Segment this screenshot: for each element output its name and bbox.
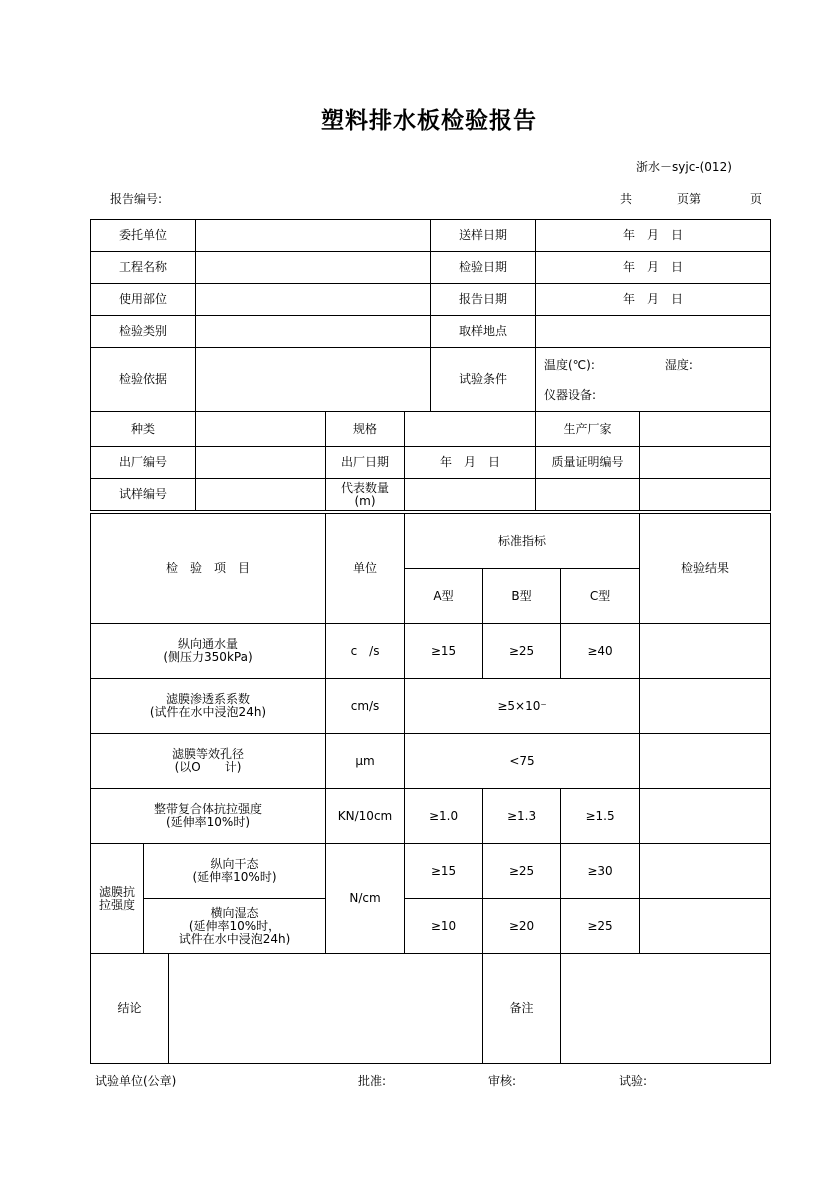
header-unit: 单位 (326, 514, 405, 624)
label: 委托单位 (91, 220, 196, 252)
type-c: C型 (561, 569, 640, 624)
page-title: 塑料排水板检验报告 (321, 108, 537, 134)
table-row (91, 899, 771, 954)
conclusion-field[interactable] (169, 954, 483, 1064)
label: 检验依据 (91, 348, 196, 412)
category-field[interactable] (196, 316, 431, 348)
quantity-unit: (m) (354, 493, 376, 508)
quantity-label: 代表数量 (340, 480, 389, 495)
value-b: ≥25 (483, 624, 561, 679)
client-field[interactable] (196, 220, 431, 252)
results-table (90, 513, 771, 954)
table-row (91, 679, 771, 734)
value-a: ≥15 (405, 844, 483, 899)
item-note: (延伸率10%时， (188, 918, 281, 933)
label: 报告日期 (431, 284, 536, 316)
unit: μm (326, 734, 405, 789)
item-name: 横向湿态 (210, 905, 259, 920)
unit: cm/s (326, 679, 405, 734)
info-table (90, 219, 771, 412)
header-result: 检验结果 (640, 514, 771, 624)
value-all: ≥5×10⁻ (405, 679, 640, 734)
type-b: B型 (483, 569, 561, 624)
header-standard: 标准指标 (405, 514, 640, 569)
equipment-label: 仪器设备: (544, 387, 597, 402)
footer-review: 审核: (488, 1074, 517, 1088)
sample-no-field[interactable] (196, 479, 326, 511)
basis-field[interactable] (196, 348, 431, 412)
conditions-field[interactable] (536, 348, 771, 412)
unit: KN/10cm (326, 789, 405, 844)
label: 工程名称 (91, 252, 196, 284)
label: 出厂编号 (91, 447, 196, 479)
form-code: 浙水－syjc-(012) (636, 160, 732, 174)
footer-test: 试验: (619, 1074, 648, 1088)
label: 取样地点 (431, 316, 536, 348)
conclusion-label: 结论 (91, 954, 169, 1064)
group-name: 滤膜抗拉强度 (91, 844, 144, 954)
item-note: 试件在水中浸泡24h) (178, 931, 291, 946)
sample-place-field[interactable] (536, 316, 771, 348)
type-a: A型 (405, 569, 483, 624)
item-name: 滤膜渗透系系数 (166, 692, 251, 706)
label: 种类 (91, 412, 196, 447)
value-a: ≥1.0 (405, 789, 483, 844)
label: 规格 (326, 412, 405, 447)
label: 送样日期 (431, 220, 536, 252)
product-table (90, 411, 771, 511)
footer-unit: 试验单位(公章) (95, 1074, 177, 1088)
header-item: 检 验 项 目 (91, 514, 326, 624)
value-c: ≥30 (561, 844, 640, 899)
table-row (91, 734, 771, 789)
empty-cell (640, 479, 771, 511)
remarks-field[interactable] (561, 954, 771, 1064)
item-name: 整带复合体抗拉强度 (154, 802, 263, 816)
empty-cell (536, 479, 640, 511)
factory-no-field[interactable] (196, 447, 326, 479)
table-row (91, 624, 771, 679)
label: 检验类别 (91, 316, 196, 348)
item-name: 纵向干态 (210, 857, 259, 871)
pages-total: 共 (620, 192, 633, 206)
label: 使用部位 (91, 284, 196, 316)
project-field[interactable] (196, 252, 431, 284)
value-c: ≥1.5 (561, 789, 640, 844)
unit: N/cm (326, 844, 405, 954)
result-field[interactable] (640, 624, 771, 679)
item-note: (以O 计) (174, 760, 242, 774)
cert-no-field[interactable] (640, 447, 771, 479)
report-no-label: 报告编号: (110, 192, 163, 206)
remarks-label: 备注 (483, 954, 561, 1064)
result-field[interactable] (640, 789, 771, 844)
temp-label: 温度(℃): (544, 357, 595, 372)
label (326, 479, 405, 511)
item-name: 滤膜等效孔径 (172, 747, 245, 761)
footer-approve: 批准: (358, 1074, 387, 1088)
value-c: ≥40 (561, 624, 640, 679)
item-note: (延伸率10%时) (165, 815, 251, 829)
value-b: ≥20 (483, 899, 561, 954)
value-c: ≥25 (561, 899, 640, 954)
label: 试样编号 (91, 479, 196, 511)
maker-field[interactable] (640, 412, 771, 447)
result-field[interactable] (640, 679, 771, 734)
value-b: ≥25 (483, 844, 561, 899)
send-date-field[interactable]: 年 月 日 (536, 220, 771, 252)
item-note: (延伸率10%时) (192, 870, 277, 884)
label: 生产厂家 (536, 412, 640, 447)
value-a: ≥15 (405, 624, 483, 679)
result-field[interactable] (640, 734, 771, 789)
item-note: (试件在水中浸泡24h) (149, 705, 267, 719)
part-field[interactable] (196, 284, 431, 316)
label: 质量证明编号 (536, 447, 640, 479)
conclusion-table (90, 953, 771, 1064)
unit: c /s (326, 624, 405, 679)
value-b: ≥1.3 (483, 789, 561, 844)
value-all: <75 (405, 734, 640, 789)
label: 检验日期 (431, 252, 536, 284)
result-field[interactable] (640, 899, 771, 954)
result-field[interactable] (640, 844, 771, 899)
item-name: 纵向通水量 (178, 637, 239, 651)
item-note: (侧压力350kPa) (163, 650, 253, 664)
pages-page: 页 (750, 192, 763, 206)
test-date-field[interactable]: 年 月 日 (536, 252, 771, 284)
label: 出厂日期 (326, 447, 405, 479)
report-date-field[interactable]: 年 月 日 (536, 284, 771, 316)
quantity-field[interactable] (405, 479, 536, 511)
table-row (91, 789, 771, 844)
factory-date-field[interactable]: 年 月 日 (405, 447, 536, 479)
table-row (91, 844, 771, 899)
label: 试验条件 (431, 348, 536, 412)
type-field[interactable] (196, 412, 326, 447)
humidity-label: 湿度: (664, 357, 693, 372)
value-a: ≥10 (405, 899, 483, 954)
pages-of: 页第 (677, 192, 702, 206)
spec-field[interactable] (405, 412, 536, 447)
